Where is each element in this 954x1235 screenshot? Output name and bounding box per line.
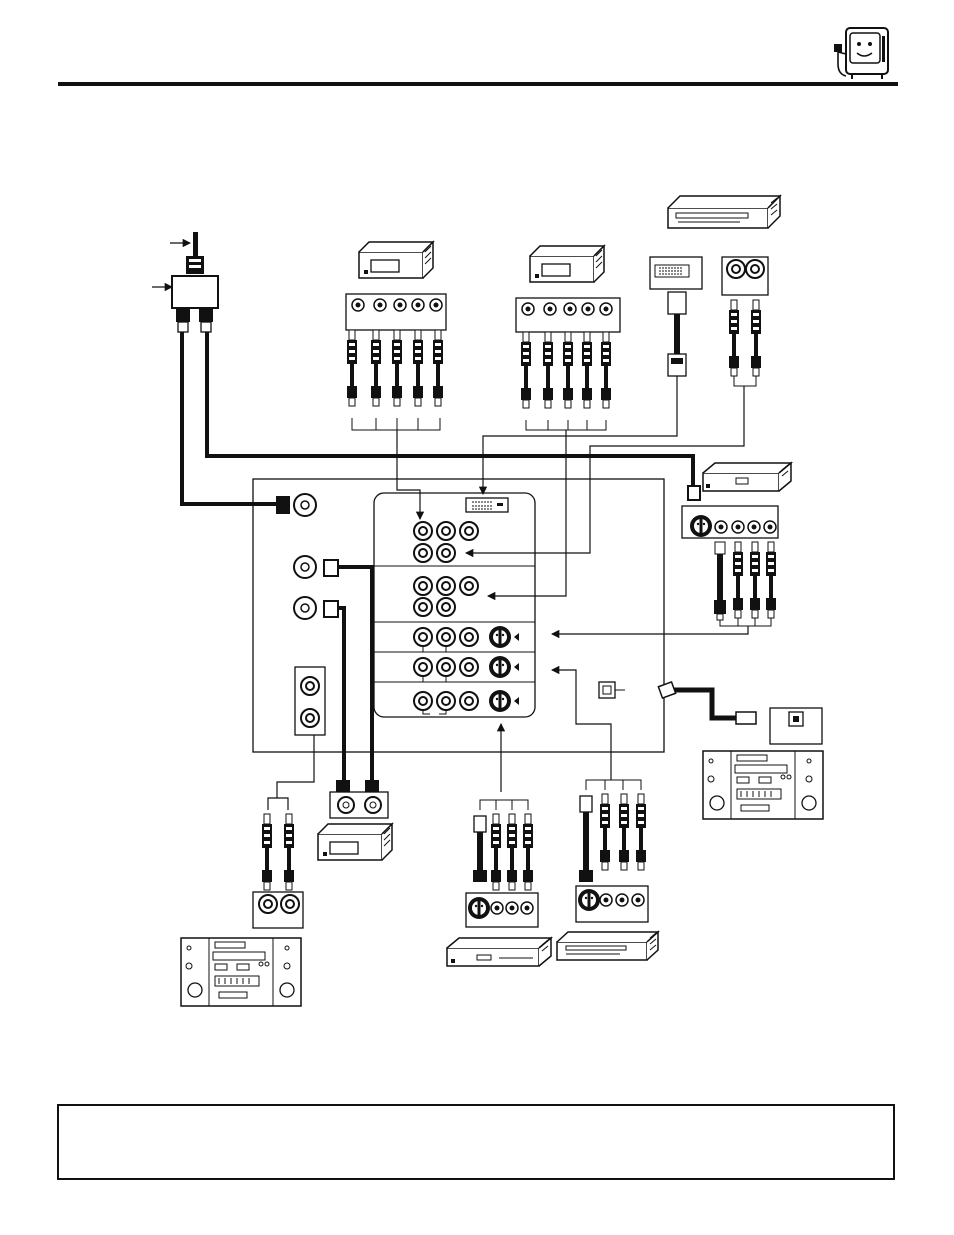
top-center-vcr — [516, 246, 620, 430]
optical-cable — [658, 682, 756, 724]
note-box — [57, 1104, 895, 1180]
antenna-splitter — [152, 232, 218, 332]
right-stereo — [703, 708, 823, 819]
tv-input-panel — [374, 493, 535, 717]
left-stereo — [181, 735, 314, 1006]
bottom-vcr — [318, 780, 392, 860]
tv-audio-out — [295, 667, 325, 735]
bottom-right-dvd — [557, 780, 658, 960]
tv-antenna-jacks — [294, 494, 338, 619]
bottom-center-vcr — [447, 800, 551, 966]
top-right-dvd — [650, 196, 780, 386]
top-left-vcr — [346, 242, 446, 430]
tv-optical-out — [599, 682, 625, 698]
